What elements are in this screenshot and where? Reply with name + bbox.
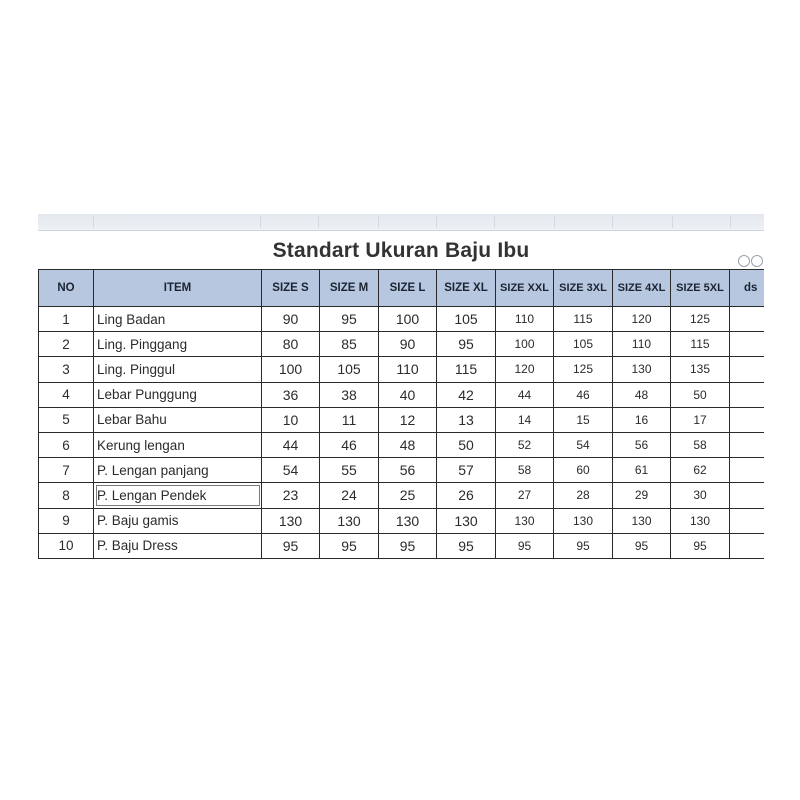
header-size-5xl[interactable]: SIZE 5XL	[671, 270, 730, 307]
cell-empty[interactable]	[730, 483, 765, 508]
header-size-xl[interactable]: SIZE XL	[437, 270, 496, 307]
cell-empty[interactable]	[730, 357, 765, 382]
table-row	[39, 407, 765, 432]
header-size-s[interactable]: SIZE S	[262, 270, 320, 307]
cell-value[interactable]: 105	[554, 332, 613, 357]
cell-value[interactable]: 130	[379, 508, 437, 533]
cell-value[interactable]: 44	[262, 432, 320, 457]
cell-item[interactable]: P. Lengan Pendek	[94, 483, 262, 508]
cell-no[interactable]: 6	[39, 432, 94, 457]
cell-value[interactable]: 120	[496, 357, 554, 382]
header-row	[39, 270, 765, 307]
table-row	[39, 508, 765, 533]
cell-no[interactable]: 4	[39, 382, 94, 407]
cell-value[interactable]: 95	[262, 533, 320, 558]
cell-item[interactable]: Lebar Punggung	[94, 382, 262, 407]
cell-empty[interactable]	[730, 432, 765, 457]
table-title: Standart Ukuran Baju Ibu	[272, 239, 530, 262]
cell-value[interactable]: 105	[320, 357, 379, 382]
cell-empty[interactable]	[730, 382, 765, 407]
cell-value[interactable]: 105	[437, 307, 496, 332]
cell-value[interactable]: 48	[613, 382, 671, 407]
cell-value[interactable]: 54	[554, 432, 613, 457]
cell-value[interactable]: 95	[320, 533, 379, 558]
cell-value[interactable]: 110	[496, 307, 554, 332]
table-row	[39, 533, 765, 558]
cell-value[interactable]: 100	[262, 357, 320, 382]
header-size-l[interactable]: SIZE L	[379, 270, 437, 307]
table-row	[39, 432, 765, 457]
cell-value[interactable]: 90	[379, 332, 437, 357]
cell-value[interactable]: 95	[496, 533, 554, 558]
cell-item[interactable]: Ling. Pinggul	[94, 357, 262, 382]
cell-value[interactable]: 29	[613, 483, 671, 508]
cell-item[interactable]: Ling Badan	[94, 307, 262, 332]
cell-value[interactable]: 11	[320, 407, 379, 432]
cell-value[interactable]: 80	[262, 332, 320, 357]
cell-empty[interactable]	[730, 407, 765, 432]
table-row	[39, 357, 765, 382]
spreadsheet-view	[38, 214, 764, 572]
cell-value[interactable]: 15	[554, 407, 613, 432]
cell-value[interactable]: 85	[320, 332, 379, 357]
table-row	[39, 382, 765, 407]
cell-value[interactable]: 130	[496, 508, 554, 533]
cell-no[interactable]: 1	[39, 307, 94, 332]
cell-value[interactable]: 28	[554, 483, 613, 508]
cell-value[interactable]: 54	[262, 458, 320, 483]
cell-value[interactable]: 14	[496, 407, 554, 432]
table-row	[39, 307, 765, 332]
cell-value[interactable]: 25	[379, 483, 437, 508]
cell-value[interactable]: 17	[671, 407, 730, 432]
cell-value[interactable]: 110	[379, 357, 437, 382]
cell-value[interactable]: 56	[379, 458, 437, 483]
cell-value[interactable]: 56	[613, 432, 671, 457]
cell-value[interactable]: 10	[262, 407, 320, 432]
cell-value[interactable]: 60	[554, 458, 613, 483]
cell-value[interactable]: 61	[613, 458, 671, 483]
cell-value[interactable]: 57	[437, 458, 496, 483]
cell-item[interactable]: Kerung lengan	[94, 432, 262, 457]
spreadsheet-header-strip	[38, 214, 764, 231]
cell-value[interactable]: 12	[379, 407, 437, 432]
header-size-m[interactable]: SIZE M	[320, 270, 379, 307]
cell-value[interactable]: 115	[671, 332, 730, 357]
cell-value[interactable]: 130	[671, 508, 730, 533]
cell-value[interactable]: 100	[379, 307, 437, 332]
cell-value[interactable]: 95	[437, 533, 496, 558]
cell-no[interactable]: 9	[39, 508, 94, 533]
cell-no[interactable]: 8	[39, 483, 94, 508]
cell-empty[interactable]	[730, 332, 765, 357]
cell-item[interactable]: Ling. Pinggang	[94, 332, 262, 357]
cell-no[interactable]: 2	[39, 332, 94, 357]
cell-no[interactable]: 7	[39, 458, 94, 483]
cell-value[interactable]: 130	[262, 508, 320, 533]
table-row	[39, 483, 765, 508]
table-row	[39, 332, 765, 357]
cell-value[interactable]: 36	[262, 382, 320, 407]
cell-value[interactable]: 130	[613, 357, 671, 382]
cell-value[interactable]: 130	[320, 508, 379, 533]
cell-value[interactable]: 95	[379, 533, 437, 558]
cell-value[interactable]: 46	[554, 382, 613, 407]
cell-value[interactable]: 52	[496, 432, 554, 457]
cell-value[interactable]: 42	[437, 382, 496, 407]
header-size-3xl[interactable]: SIZE 3XL	[554, 270, 613, 307]
cell-value[interactable]: 100	[496, 332, 554, 357]
cell-value[interactable]: 13	[437, 407, 496, 432]
header-item[interactable]: ITEM	[94, 270, 262, 307]
corner-handle-icon	[738, 254, 764, 268]
header-no[interactable]: NO	[39, 270, 94, 307]
cell-value[interactable]: 58	[671, 432, 730, 457]
cell-value[interactable]: 130	[613, 508, 671, 533]
cell-value[interactable]: 50	[671, 382, 730, 407]
cell-empty[interactable]	[730, 533, 765, 558]
cell-empty[interactable]	[730, 307, 765, 332]
cell-value[interactable]: 46	[320, 432, 379, 457]
cell-value[interactable]: 50	[437, 432, 496, 457]
cell-value[interactable]: 115	[554, 307, 613, 332]
cell-value[interactable]: 55	[320, 458, 379, 483]
cell-value[interactable]: 58	[496, 458, 554, 483]
cell-value[interactable]: 95	[437, 332, 496, 357]
cell-value[interactable]: 120	[613, 307, 671, 332]
cell-value[interactable]: 27	[496, 483, 554, 508]
cell-value[interactable]: 38	[320, 382, 379, 407]
cell-no[interactable]: 10	[39, 533, 94, 558]
cell-value[interactable]: 130	[437, 508, 496, 533]
cell-value[interactable]: 24	[320, 483, 379, 508]
cell-value[interactable]: 40	[379, 382, 437, 407]
cell-empty[interactable]	[730, 508, 765, 533]
header-size-4xl[interactable]: SIZE 4XL	[613, 270, 671, 307]
table-row	[39, 458, 765, 483]
cell-value[interactable]: 95	[554, 533, 613, 558]
cell-item[interactable]: P. Baju Dress	[94, 533, 262, 558]
cell-value[interactable]: 48	[379, 432, 437, 457]
cell-value[interactable]: 95	[613, 533, 671, 558]
cell-value[interactable]: 44	[496, 382, 554, 407]
cell-no[interactable]: 3	[39, 357, 94, 382]
cell-value[interactable]: 16	[613, 407, 671, 432]
cell-value[interactable]: 135	[671, 357, 730, 382]
cell-value[interactable]: 30	[671, 483, 730, 508]
cell-value[interactable]: 95	[320, 307, 379, 332]
cell-value[interactable]: 62	[671, 458, 730, 483]
cell-no[interactable]: 5	[39, 407, 94, 432]
cell-item[interactable]: P. Baju gamis	[94, 508, 262, 533]
size-chart-table	[38, 269, 764, 559]
cell-value[interactable]: 115	[437, 357, 496, 382]
cell-item[interactable]: Lebar Bahu	[94, 407, 262, 432]
cell-empty[interactable]	[730, 458, 765, 483]
cell-value[interactable]: 130	[554, 508, 613, 533]
cell-value[interactable]: 90	[262, 307, 320, 332]
header-size-xxl[interactable]: SIZE XXL	[496, 270, 554, 307]
cell-value[interactable]: 110	[613, 332, 671, 357]
cell-value[interactable]: 26	[437, 483, 496, 508]
cell-value[interactable]: 23	[262, 483, 320, 508]
cell-item[interactable]: P. Lengan panjang	[94, 458, 262, 483]
cell-value[interactable]: 125	[671, 307, 730, 332]
cell-value[interactable]: 95	[671, 533, 730, 558]
header-extra[interactable]: ds	[730, 270, 765, 307]
cell-value[interactable]: 125	[554, 357, 613, 382]
